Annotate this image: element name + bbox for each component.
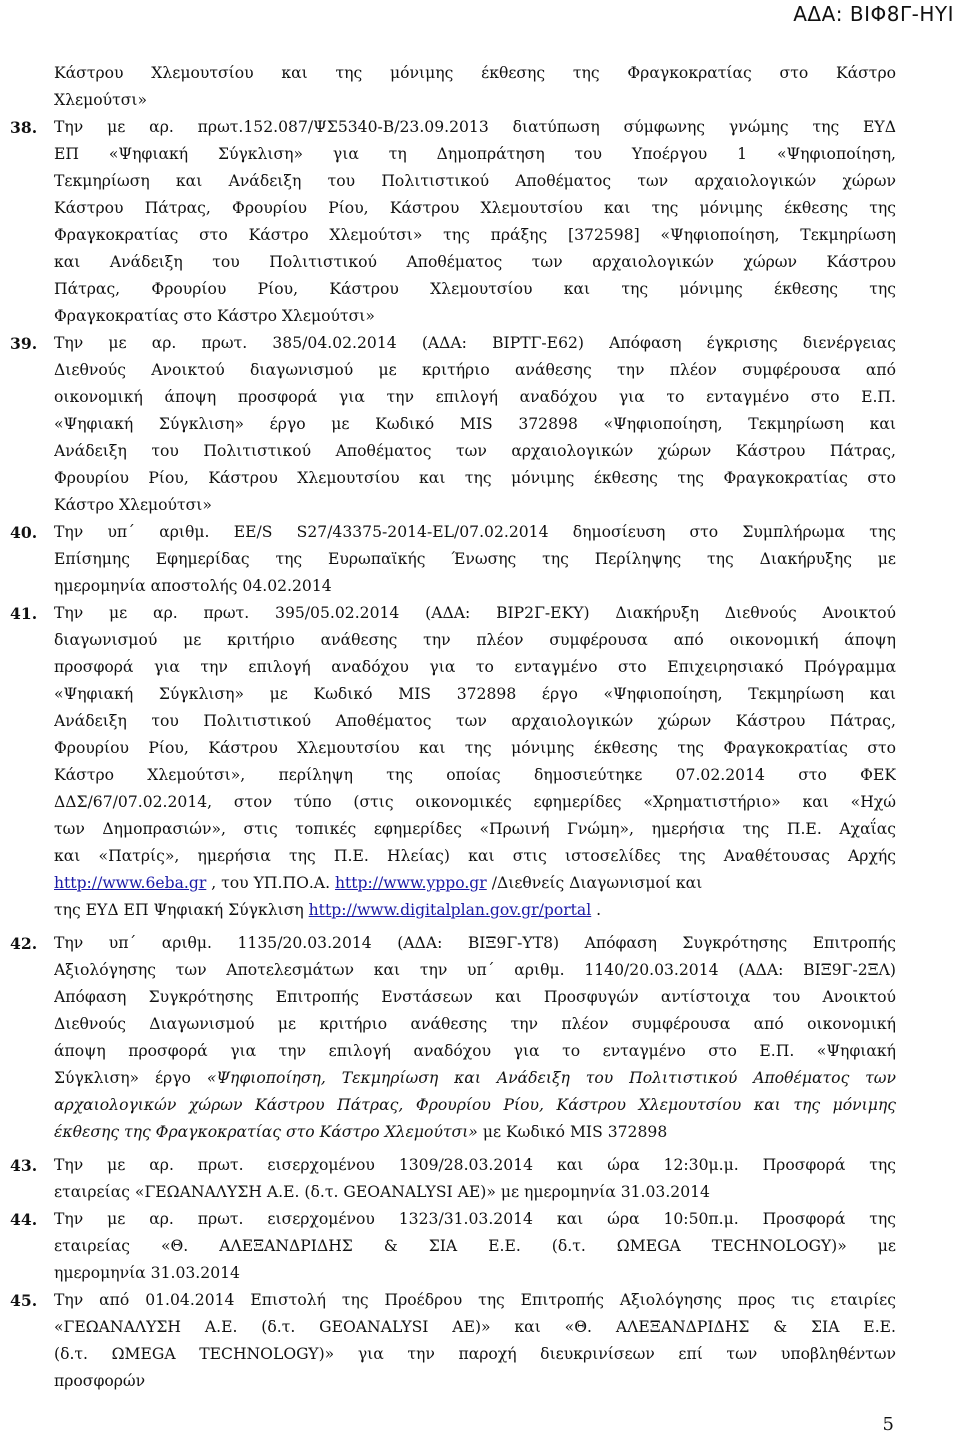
text-line: (δ.τ. ΩMEGA TECHNOLOGY)» για την παροχή διευκρινίσεων επί των υποβληθέντων [54,1345,896,1363]
text-line: διαγωνισμού με κριτήριο ανάθεσης την πλέον συμφέρουσα από οικονομική άποψη [54,631,896,649]
text-line: οικονομική άποψη προσφορά για την επιλογή αναδόχου για το ενταγμένο στο Ε.Π. [54,388,896,406]
ada-code: ΑΔΑ: ΒΙΦ8Γ-ΗΥΙ [793,2,954,26]
document-body [10,60,896,1395]
list-item-44 [10,1206,896,1287]
link-digitalplan[interactable]: http://www.digitalplan.gov.gr/portal [308,901,592,919]
page-number: 5 [882,1414,894,1435]
text-line: Κάστρου Χλεμουτσίου και της μόνιμης έκθεσης της Φραγκοκρατίας στο Κάστρο [54,64,896,82]
text-line: Φρουρίου Ρίου, Κάστρου Χλεμουτσίου και της μόνιμης έκθεσης της Φραγκοκρατίας στο [54,469,896,487]
text-line: Την με αρ. πρωτ. εισερχομένου 1309/28.03.2014 και ώρα 12:30μ.μ. Προσφορά της [54,1156,896,1174]
text-line: «ΓΕΩΑΝΑΛΥΣΗ Α.Ε. (δ.τ. GEOANALYSI AE)» και «Θ. ΑΛΕΞΑΝΔΡΙΔΗΣ & ΣΙΑ Ε.Ε. [54,1318,896,1336]
text-line [54,1065,896,1092]
text-line: Την υπ΄ αριθμ. 1135/20.03.2014 (ΑΔΑ: ΒΙΞ9Γ-ΥΤ8) Απόφαση Συγκρότησης Επιτροπής [54,934,896,952]
text-line: Φραγκοκρατίας στο Κάστρο Χλεμούτσι» [54,307,375,325]
item-number: 40. [10,523,38,542]
text-line: Κάστρο Χλεμούτσι», περίληψη της οποίας δημοσιεύτηκε 07.02.2014 στο ΦΕΚ [54,766,896,784]
text-line: «Ψηφιακή Σύγκλιση» με Κωδικό MIS 372898 έργο «Ψηφιοποίηση, Τεκμηρίωση και [54,685,896,703]
text-fragment: της ΕΥΔ ΕΠ Ψηφιακή Σύγκλιση [54,901,309,919]
item-number: 45. [10,1291,38,1310]
item-number: 43. [10,1156,38,1175]
text-line: ΕΠ «Ψηφιακή Σύγκλιση» για τη Δημοπράτηση του Υποέργου 1 «Ψηφιοποίηση, [54,145,896,163]
text-line: αρχαιολογικών χώρων Κάστρου Πάτρας, Φρουρίου Ρίου, Κάστρου Χλεμουτσίου και της μόνιμης [54,1096,896,1114]
text-fragment: με Κωδικό MIS 372898 [477,1123,668,1141]
text-line: και «Πατρίς», ημερήσια της Π.Ε. Ηλείας) και στις ιστοσελίδες της Αναθέτουσας Αρχής [54,847,896,865]
list-item-41 [10,600,896,924]
text-line: Τεκμηρίωση και Ανάδειξη του Πολιτιστικού Αποθέματος των αρχαιολογικών χώρων [54,172,896,190]
text-line: Πάτρας, Φρουρίου Ρίου, Κάστρου Χλεμουτσίου και της μόνιμης έκθεσης της [54,280,896,298]
list-item-43 [10,1152,896,1206]
link-yppo[interactable]: http://www.yppo.gr [334,874,487,892]
text-line [54,870,896,897]
text-line: Φραγκοκρατίας στο Κάστρο Χλεμούτσι» της πράξης [372598] «Ψηφιοποίηση, Τεκμηρίωση [54,226,896,244]
item-number: 38. [10,118,38,137]
italic-fragment: «Ψηφιοποίηση, Τεκμηρίωση και Ανάδειξη του Πολιτιστικού Αποθέματος των [206,1069,896,1087]
text-line: και Ανάδειξη του Πολιτιστικού Αποθέματος των αρχαιολογικών χώρων Κάστρου [54,253,896,271]
text-line: Την από 01.04.2014 Επιστολή της Προέδρου της Επιτροπής Αξιολόγησης προς τις εταιρίες [54,1291,896,1309]
text-line: Την υπ΄ αριθμ. EE/S S27/43375-2014-EL/07.02.2014 δημοσίευση στο Συμπλήρωμα της [54,523,896,541]
text-line: Την με αρ. πρωτ. 395/05.02.2014 (ΑΔΑ: ΒΙΡ2Γ-ΕΚΥ) Διακήρυξη Διεθνούς Ανοικτού [54,604,896,622]
text-line: Την με αρ. πρωτ. 385/04.02.2014 (ΑΔΑ: ΒΙΡΤΓ-Ε62) Απόφαση έγκρισης διενέργειας [54,334,896,352]
item-number: 44. [10,1210,38,1229]
italic-fragment: έκθεσης της Φραγκοκρατίας στο Κάστρο Χλεμούτσι» [54,1123,478,1141]
text-line: προσφορών [54,1372,146,1390]
text-line: Κάστρο Χλεμούτσι» [54,496,212,514]
text-line: ΔΔΣ/67/07.02.2014, στον τύπο (στις οικονομικές εφημερίδες «Χρηματιστήριο» και «Ηχώ [54,793,896,811]
list-item-42 [10,930,896,1146]
item-number: 42. [10,934,38,953]
text-line: ημερομηνία αποστολής 04.02.2014 [54,577,332,595]
text-line: Ανάδειξη του Πολιτιστικού Αποθέματος των αρχαιολογικών χώρων Κάστρου Πάτρας, [54,712,896,730]
text-line: Απόφαση Συγκρότησης Επιτροπής Ενστάσεων και Προσφυγών αντίστοιχα του Ανοικτού [54,988,896,1006]
text-line: Διεθνούς Ανοικτού διαγωνισμού με κριτήριο ανάθεσης την πλέον συμφέρουσα από [54,361,896,379]
text-fragment: , του ΥΠ.ΠΟ.Α. [206,874,335,892]
text-line: Την με αρ. πρωτ. εισερχομένου 1323/31.03.2014 και ώρα 10:50π.μ. Προσφορά της [54,1210,896,1228]
list-item-39 [10,330,896,519]
item-number: 39. [10,334,38,353]
text-line: εταιρείας «Θ. ΑΛΕΞΑΝΔΡΙΔΗΣ & ΣΙΑ Ε.Ε. (δ.τ. ΩMEGA TECHNOLOGY)» με [54,1237,896,1255]
link-6eba[interactable]: http://www.6eba.gr [54,874,207,892]
text-line: Την με αρ. πρωτ.152.087/ΨΣ5340-Β/23.09.2013 διατύπωση σύμφωνης γνώμης της ΕΥΔ [54,118,896,136]
list-item-45 [10,1287,896,1395]
text-line: Αξιολόγησης των Αποτελεσμάτων και την υπ΄ αριθμ. 1140/20.03.2014 (ΑΔΑ: ΒΙΞ9Γ-2ΞΛ) [54,961,896,979]
text-fragment: /Διεθνείς Διαγωνισμοί και [486,874,703,892]
text-fragment: . [591,901,602,919]
list-item-40 [10,519,896,600]
text-line: Χλεμούτσι» [54,91,147,109]
text-line: Φρουρίου Ρίου, Κάστρου Χλεμουτσίου και της μόνιμης έκθεσης της Φραγκοκρατίας στο [54,739,896,757]
text-line: Διεθνούς Διαγωνισμού με κριτήριο ανάθεσης την πλέον συμφέρουσα από οικονομική [54,1015,896,1033]
text-line: «Ψηφιακή Σύγκλιση» έργο με Κωδικό MIS 372898 «Ψηφιοποίηση, Τεκμηρίωση και [54,415,896,433]
item-number: 41. [10,604,38,623]
text-fragment: Σύγκλιση» έργο [54,1069,207,1087]
text-line: Ανάδειξη του Πολιτιστικού Αποθέματος των αρχαιολογικών χώρων Κάστρου Πάτρας, [54,442,896,460]
list-item-38 [10,114,896,330]
text-line: των Δημοπρασιών», στις τοπικές εφημερίδες «Πρωινή Γνώμη», ημερήσια της Π.Ε. Αχαΐας [54,820,896,838]
text-line: εταιρείας «ΓΕΩΑΝΑΛΥΣΗ Α.Ε. (δ.τ. GEOANALYSI AE)» με ημερομηνία 31.03.2014 [54,1183,710,1201]
text-line: Κάστρου Πάτρας, Φρουρίου Ρίου, Κάστρου Χλεμουτσίου και της μόνιμης έκθεσης της [54,199,896,217]
text-line: Επίσημης Εφημερίδας της Ευρωπαϊκής Ένωσης της Περίληψης της Διακήρυξης με [54,550,896,568]
text-line [54,897,896,924]
continuation-text [10,60,896,114]
text-line: προσφορά για την επιλογή αναδόχου για το ενταγμένο στο Επιχειρησιακό Πρόγραμμα [54,658,896,676]
text-line: άποψη προσφορά για την επιλογή αναδόχου για το ενταγμένο στο Ε.Π. «Ψηφιακή [54,1042,896,1060]
text-line: ημερομηνία 31.03.2014 [54,1264,240,1282]
text-line [54,1119,896,1146]
